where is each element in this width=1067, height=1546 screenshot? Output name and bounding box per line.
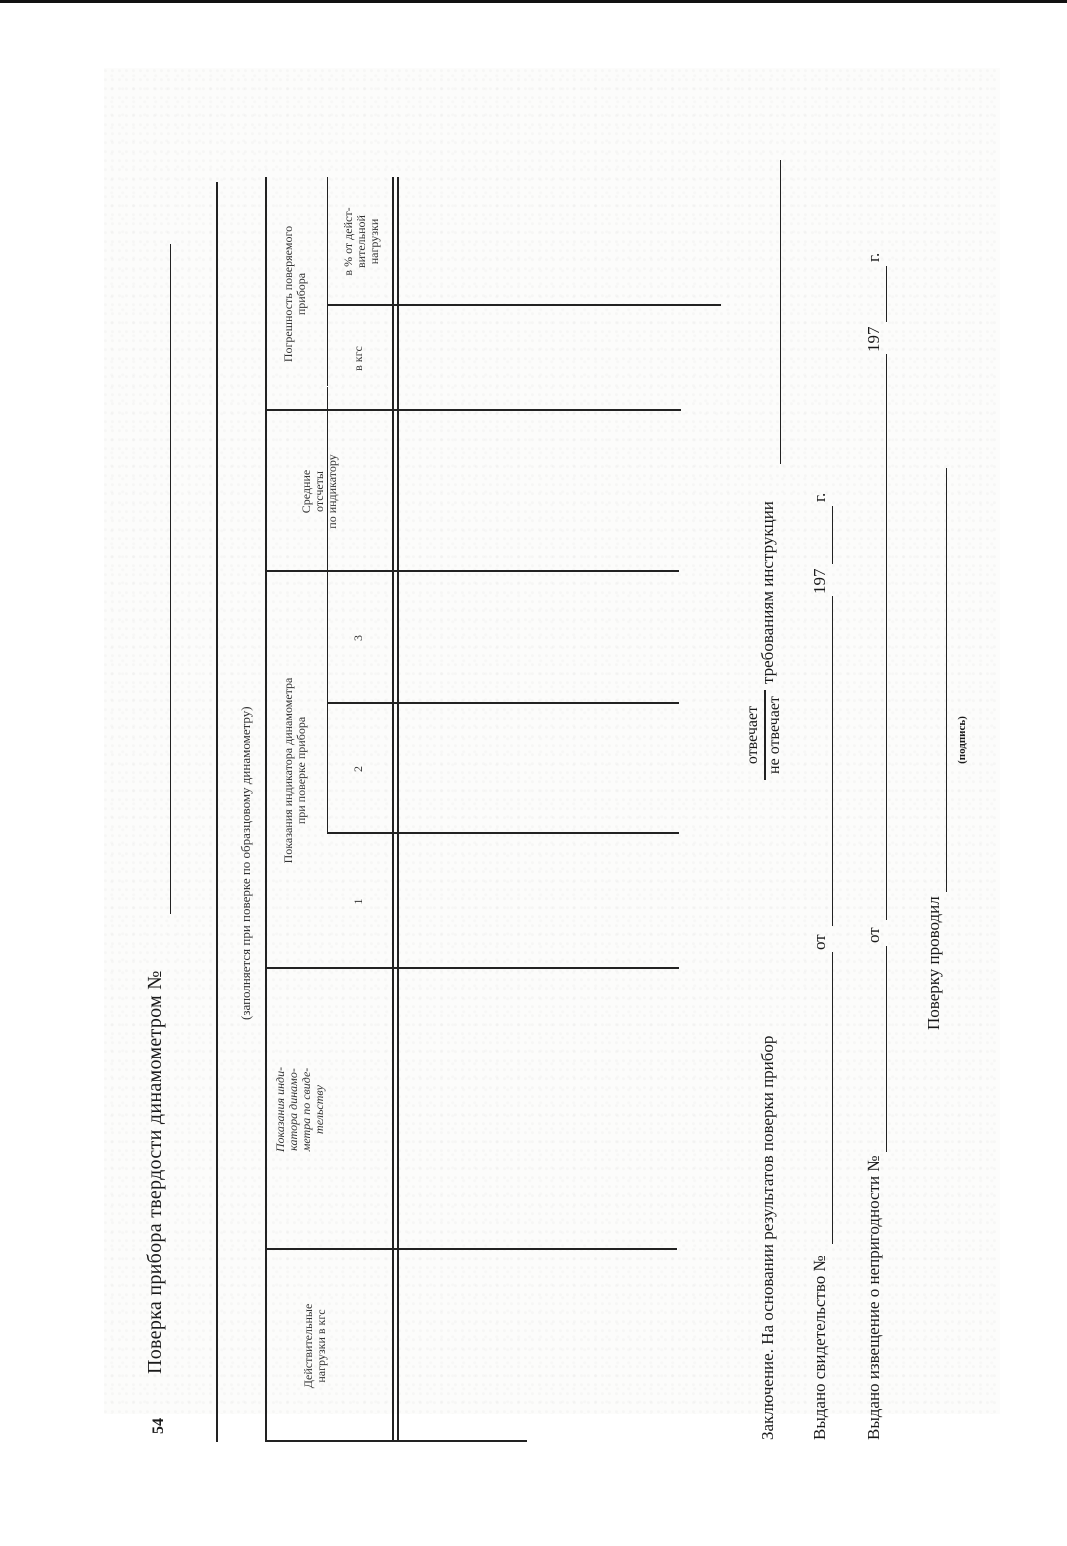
verified-by-label: Поверку проводил: [924, 896, 943, 1030]
notice-year: 197: [864, 326, 883, 352]
notice-year-field[interactable]: [886, 266, 887, 322]
col-sep-3: [327, 833, 679, 835]
title-rule: [216, 182, 218, 1442]
certificate-label: Выдано свидетельство №: [810, 1255, 829, 1440]
notice-label: Выдано извещение о непригодности №: [864, 1155, 883, 1440]
header-actual-loads: Действительные нагрузки в кгс: [301, 1303, 328, 1389]
header-reading-3: 3: [351, 635, 365, 641]
header-bottom-line: [392, 177, 394, 1442]
header-reading-2: 2: [351, 766, 365, 772]
subheader-line-right: [327, 177, 328, 386]
scanned-page: [104, 68, 1000, 1440]
certificate-date-field[interactable]: [832, 596, 833, 926]
certificate-from: от: [810, 934, 829, 950]
conclusion-text: Заключение. На основании результатов поверки прибор: [758, 1035, 777, 1440]
table-caption: (заполняется при поверке по образцовому динамометру): [238, 706, 253, 1020]
certificate-year: 197: [810, 568, 829, 594]
notice-number-field[interactable]: [886, 946, 887, 1152]
conclusion-instruction-line: [780, 160, 781, 464]
notice-g: г.: [864, 252, 883, 262]
header-device-error: Погрешность поверяемого прибора: [281, 225, 308, 363]
title-number-underline: [170, 244, 171, 914]
header-reading-1: 1: [351, 898, 365, 905]
col-sep-2: [265, 968, 679, 970]
header-average-readings: Средние отсчеты по индикатору: [299, 454, 339, 529]
scan-top-border: [0, 0, 1067, 3]
conclusion-option-not-meets: не отвечает: [766, 696, 783, 774]
certificate-g: г.: [810, 492, 829, 502]
page-number: 54: [150, 1418, 167, 1434]
signature-caption: (подпись): [956, 716, 968, 764]
header-indicator-by-certificate: Показания инди- катора динамо- метра по свиде- тельству: [273, 1066, 326, 1153]
header-indicator-during-verification: Показания индикатора динамометра при поверке прибора: [281, 677, 308, 864]
table-top-line: [265, 177, 267, 1442]
signature-field[interactable]: [946, 468, 947, 892]
notice-from: от: [864, 927, 883, 943]
col-sep-7: [327, 305, 721, 307]
rotated-form: [104, 68, 1067, 1546]
conclusion-requirements: требованиям инструкции: [758, 501, 777, 684]
page-title: Поверка прибора твердости динамометром №: [144, 970, 166, 1374]
notice-date-field[interactable]: [886, 354, 887, 920]
header-error-percent: в % от дейст- вительной нагрузки: [341, 207, 381, 276]
col-sep-4: [327, 703, 679, 705]
header-bottom-line-2: [397, 177, 399, 1442]
conclusion-option-meets: отвечает: [744, 705, 761, 765]
header-error-kgf: в кгс: [351, 346, 365, 371]
certificate-number-field[interactable]: [832, 952, 833, 1244]
certificate-year-field[interactable]: [832, 506, 833, 564]
